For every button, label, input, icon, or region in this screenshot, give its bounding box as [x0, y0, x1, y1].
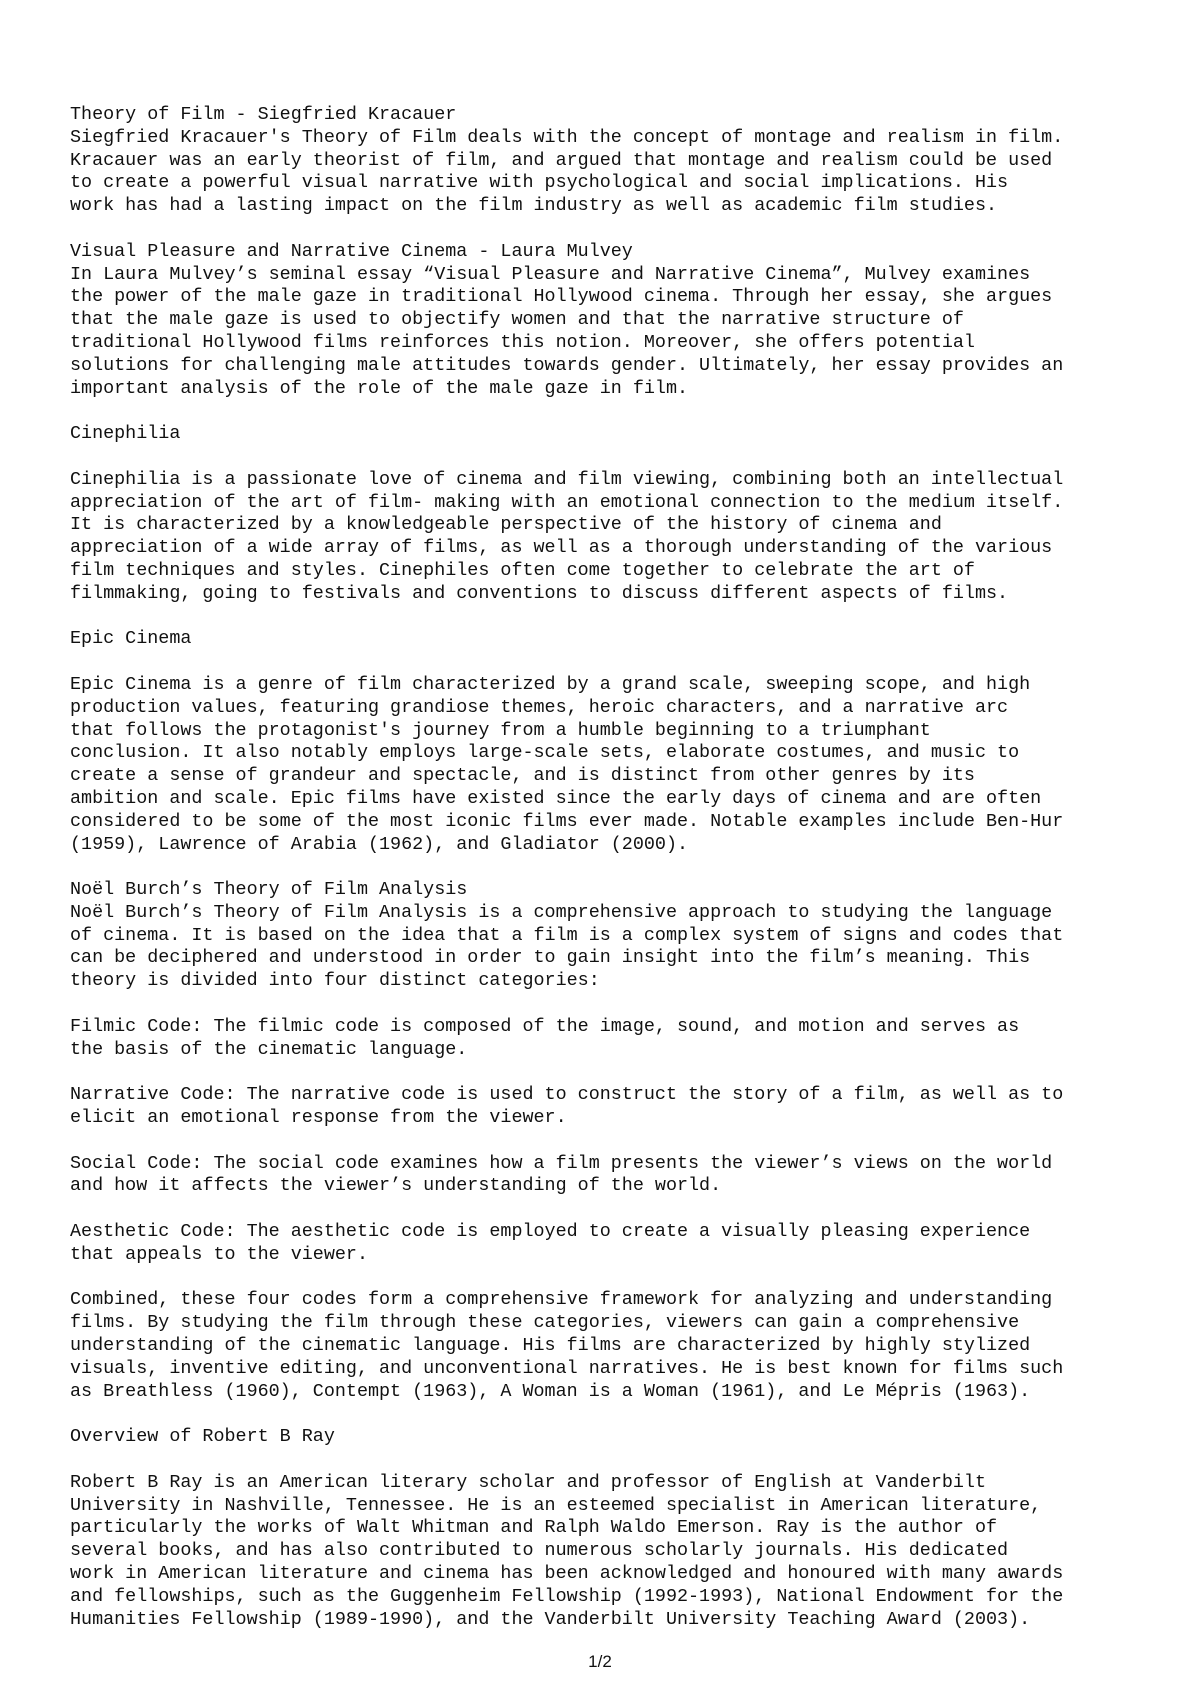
page-number: 1/2 — [588, 1652, 612, 1671]
text-line: In Laura Mulvey’s seminal essay “Visual Pleasure and Narrative Cinema”, Mulvey examines — [70, 263, 1031, 285]
text-line: to create a powerful visual narrative with psychological and social implications. His — [70, 172, 1009, 194]
blank-line — [70, 856, 1150, 879]
text-line: of cinema. It is based on the idea that a film is a complex system of signs and codes that — [70, 924, 1064, 946]
text-line: Filmic Code: The filmic code is composed of the image, sound, and motion and serves as — [70, 1015, 1020, 1037]
text-line: Aesthetic Code: The aesthetic code is employed to create a visually pleasing experience — [70, 1221, 1031, 1243]
text-line: It is characterized by a knowledgeable perspective of the history of cinema and — [70, 514, 942, 536]
text-line: Theory of Film - Siegfried Kracauer — [70, 104, 457, 125]
blank-line — [70, 1061, 1150, 1084]
text-line: Epic Cinema is a genre of film characterized by a grand scale, sweeping scope, and high — [70, 673, 1031, 695]
text-line: Cinephilia is a passionate love of cinema and film viewing, combining both an intellectual — [70, 468, 1064, 490]
text-line: traditional Hollywood films reinforces this notion. Moreover, she offers potential — [70, 331, 975, 353]
text-line: Overview of Robert B Ray — [70, 1426, 335, 1448]
text-line: Epic Cinema — [70, 628, 192, 650]
blank-line — [70, 1403, 1150, 1426]
text-line: Narrative Code: The narrative code is used to construct the story of a film, as well as to — [70, 1084, 1064, 1106]
text-line: elicit an emotional response from the viewer. — [70, 1107, 567, 1129]
text-line: work has had a lasting impact on the film industry as well as academic film studies. — [70, 195, 998, 217]
text-line: as Breathless (1960), Contempt (1963), A Woman is a Woman (1961), and Le Mépris (1963). — [70, 1380, 1031, 1402]
blank-line — [70, 400, 1150, 423]
text-line: Social Code: The social code examines how a film presents the viewer’s views on the world — [70, 1152, 1053, 1174]
text-line: and how it affects the viewer’s understanding of the world. — [70, 1175, 722, 1197]
text-line: understanding of the cinematic language. His films are characterized by highly stylized — [70, 1335, 1031, 1357]
text-line: create a sense of grandeur and spectacle, and is distinct from other genres by its — [70, 765, 975, 787]
blank-line — [70, 218, 1150, 241]
text-line: (1959), Lawrence of Arabia (1962), and Gladiator (2000). — [70, 833, 689, 855]
blank-line — [70, 606, 1150, 629]
text-line: ambition and scale. Epic films have existed since the early days of cinema and are often — [70, 787, 1042, 809]
text-line: University in Nashville, Tennessee. He is an esteemed specialist in American literature, — [70, 1494, 1042, 1516]
text-line: appreciation of the art of film- making with an emotional connection to the medium itself. — [70, 491, 1064, 513]
text-line: Siegfried Kracauer's Theory of Film deals with the concept of montage and realism in film. — [70, 126, 1064, 148]
text-line: Robert B Ray is an American literary scholar and professor of English at Vanderbilt — [70, 1471, 987, 1493]
blank-line — [70, 1449, 1150, 1472]
blank-line — [70, 651, 1150, 674]
text-line: appreciation of a wide array of films, as well as a thorough understanding of the various — [70, 537, 1053, 559]
blank-line — [70, 1267, 1150, 1290]
text-line: Kracauer was an early theorist of film, and argued that montage and realism could be used — [70, 149, 1053, 171]
text-line: that follows the protagonist's journey from a humble beginning to a triumphant — [70, 719, 931, 741]
text-line: particularly the works of Walt Whitman and Ralph Waldo Emerson. Ray is the author of — [70, 1517, 998, 1539]
blank-line — [70, 446, 1150, 469]
text-line: Combined, these four codes form a comprehensive framework for analyzing and understanding — [70, 1289, 1053, 1311]
text-line: Noël Burch’s Theory of Film Analysis — [70, 879, 468, 901]
text-line: visuals, inventive editing, and unconventional narratives. He is best known for films such — [70, 1357, 1064, 1379]
text-line: work in American literature and cinema has been acknowledged and honoured with many awards — [70, 1563, 1064, 1584]
text-line: solutions for challenging male attitudes towards gender. Ultimately, her essay provides an — [70, 354, 1064, 376]
text-line: the basis of the cinematic language. — [70, 1038, 468, 1060]
text-line: production values, featuring grandiose themes, heroic characters, and a narrative arc — [70, 696, 1009, 718]
blank-line — [70, 993, 1150, 1016]
text-line: Cinephilia — [70, 423, 181, 445]
text-line: conclusion. It also notably employs large-scale sets, elaborate costumes, and music to — [70, 742, 1020, 764]
text-line: Humanities Fellowship (1989-1990), and the Vanderbilt University Teaching Award (2003). — [70, 1608, 1031, 1630]
text-line: theory is divided into four distinct categories: — [70, 970, 600, 992]
blank-line — [70, 1130, 1150, 1153]
text-line: that appeals to the viewer. — [70, 1243, 368, 1265]
text-line: film techniques and styles. Cinephiles often come together to celebrate the art of — [70, 559, 975, 581]
text-line: filmmaking, going to festivals and conventions to discuss different aspects of films. — [70, 582, 1009, 604]
text-line: several books, and has also contributed to numerous scholarly journals. His dedicated — [70, 1540, 1009, 1562]
text-line: and fellowships, such as the Guggenheim Fellowship (1992-1993), National Endowment for the — [70, 1585, 1064, 1607]
text-line: Noël Burch’s Theory of Film Analysis is a comprehensive approach to studying the language — [70, 901, 1053, 923]
text-line: considered to be some of the most iconic films ever made. Notable examples include Ben-Hur — [70, 810, 1064, 832]
text-line: that the male gaze is used to objectify women and that the narrative structure of — [70, 309, 964, 331]
text-line: can be deciphered and understood in order to gain insight into the film’s meaning. This — [70, 947, 1031, 969]
text-line: Visual Pleasure and Narrative Cinema - Laura Mulvey — [70, 240, 633, 262]
text-line: films. By studying the film through these categories, viewers can gain a comprehensive — [70, 1312, 1020, 1334]
text-line: important analysis of the role of the male gaze in film. — [70, 377, 689, 399]
document-body — [70, 104, 1150, 1631]
blank-line — [70, 1198, 1150, 1221]
text-line: the power of the male gaze in traditional Hollywood cinema. Through her essay, she argues — [70, 286, 1053, 308]
